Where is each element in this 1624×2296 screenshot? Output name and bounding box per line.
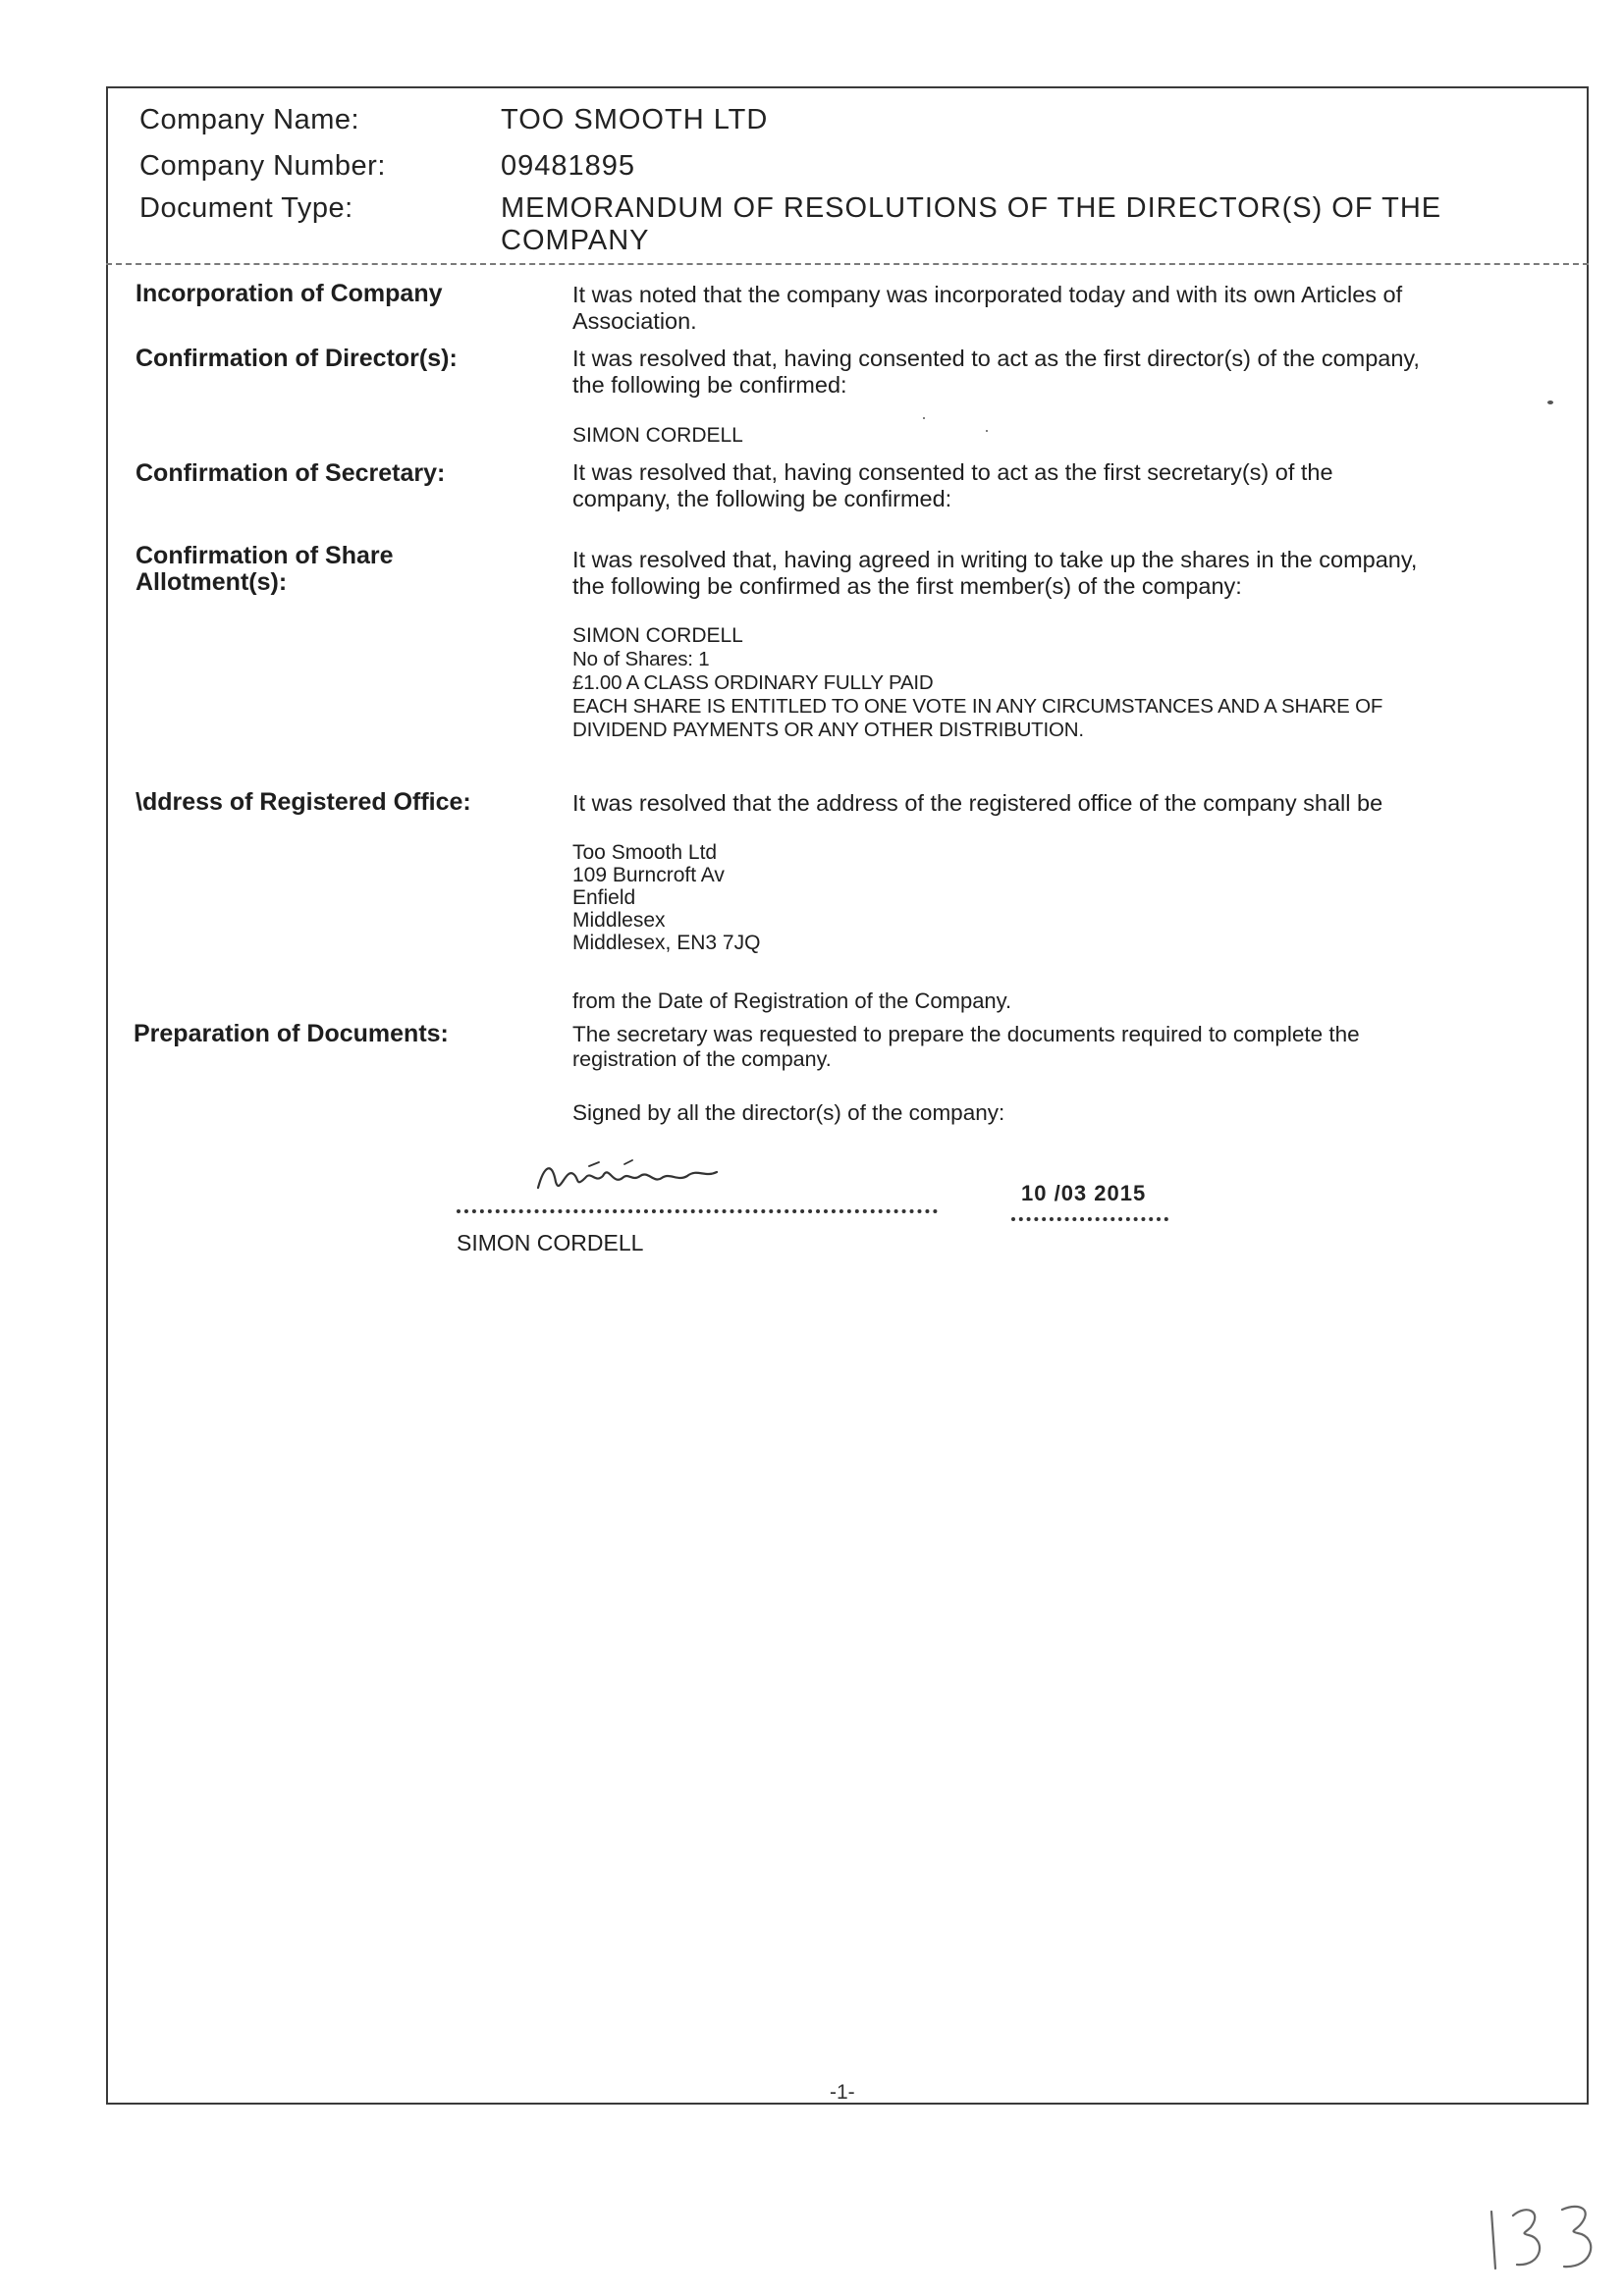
document-type-line-2: COMPANY: [501, 225, 650, 256]
scan-speck: [1547, 400, 1553, 404]
company-name: TOO SMOOTH LTD: [501, 104, 769, 135]
document-type-label: Document Type:: [139, 192, 353, 224]
company-name-label: Company Name:: [139, 104, 360, 135]
signature-date: 10 /03 2015: [1021, 1181, 1147, 1205]
incorporation-label: Incorporation of Company: [135, 280, 443, 307]
director-name: SIMON CORDELL: [572, 424, 743, 447]
share-class: £1.00 A CLASS ORDINARY FULLY PAID: [572, 671, 934, 694]
directors-label: Confirmation of Director(s):: [135, 345, 458, 372]
address-line-2: 109 Burncroft Av: [572, 864, 725, 886]
incorporation-text-line-2: Association.: [572, 308, 697, 334]
allotment-label-line-1: Confirmation of Share: [135, 542, 394, 569]
handwritten-page-stamp: [1478, 2194, 1615, 2282]
registered-office-text: It was resolved that the address of the registered office of the company shall be: [572, 790, 1383, 816]
allotment-label-line-2: Allotment(s):: [135, 568, 288, 596]
page-number: -1-: [830, 2081, 855, 2104]
address-line-5: Middlesex, EN3 7JQ: [572, 932, 761, 954]
share-rights-line-1: EACH SHARE IS ENTITLED TO ONE VOTE IN ANY CIRCUMSTANCES AND A SHARE OF: [572, 695, 1383, 718]
address-line-4: Middlesex: [572, 909, 666, 932]
registered-office-label: \ddress of Registered Office:: [135, 788, 471, 816]
allotment-text-line-1: It was resolved that, having agreed in writing to take up the shares in the company,: [572, 547, 1418, 572]
preparation-label: Preparation of Documents:: [134, 1020, 449, 1047]
directors-text-line-2: the following be confirmed:: [572, 372, 847, 398]
preparation-text-line-2: registration of the company.: [572, 1047, 832, 1071]
allotment-text-line-2: the following be confirmed as the first member(s) of the company:: [572, 573, 1242, 599]
company-number-label: Company Number:: [139, 150, 386, 182]
preparation-text-line-1: The secretary was requested to prepare the documents required to complete the: [572, 1022, 1360, 1046]
header-divider: [106, 263, 1589, 265]
share-rights-line-2: DIVIDEND PAYMENTS OR ANY OTHER DISTRIBUTION.: [572, 719, 1084, 741]
signature-line: [457, 1209, 938, 1213]
document-frame: [106, 86, 1589, 2105]
incorporation-text-line-1: It was noted that the company was incorporated today and with its own Articles of: [572, 282, 1403, 307]
date-line: [1011, 1217, 1168, 1221]
signatory-name: SIMON CORDELL: [457, 1230, 644, 1255]
scan-speck: [923, 417, 925, 419]
scan-speck: [986, 430, 988, 432]
no-of-shares: No of Shares: 1: [572, 648, 710, 670]
registration-date-note: from the Date of Registration of the Company.: [572, 988, 1012, 1013]
secretary-text-line-2: company, the following be confirmed:: [572, 486, 952, 511]
company-number: 09481895: [501, 150, 636, 182]
secretary-text-line-1: It was resolved that, having consented to act as the first secretary(s) of the: [572, 459, 1333, 485]
document-type-line-1: MEMORANDUM OF RESOLUTIONS OF THE DIRECTOR(S) OF THE: [501, 192, 1442, 224]
secretary-label: Confirmation of Secretary:: [135, 459, 446, 487]
address-line-3: Enfield: [572, 886, 636, 909]
member-name: SIMON CORDELL: [572, 624, 743, 647]
signed-by-statement: Signed by all the director(s) of the company:: [572, 1100, 1005, 1125]
directors-text-line-1: It was resolved that, having consented to act as the first director(s) of the company,: [572, 346, 1420, 371]
director-signature: [530, 1148, 766, 1207]
address-line-1: Too Smooth Ltd: [572, 841, 718, 864]
